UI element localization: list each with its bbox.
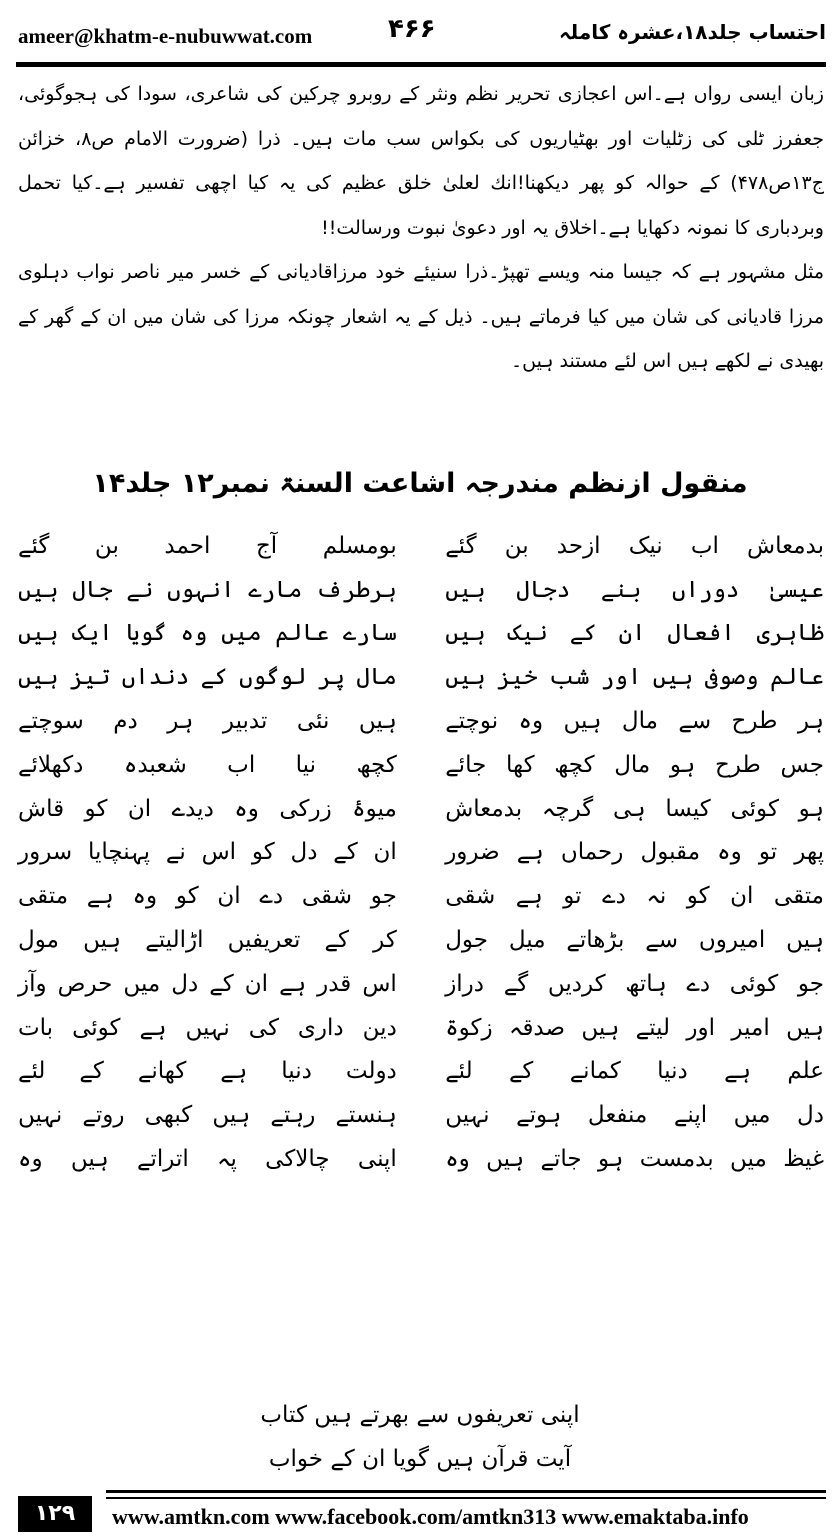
couplet-right-hemistich: عیسیٰ دوراں بنے دجال ہیں	[445, 576, 824, 603]
couplet	[18, 874, 824, 918]
couplet-right-hemistich: دل میں اپنے منفعل ہوتے نہیں	[445, 1102, 824, 1129]
couplet-right-hemistich: علم ہے دنیا کمانے کے لئے	[445, 1058, 824, 1085]
couplet-left-hemistich: جو شقی دے ان کو وہ ہے متقی	[18, 883, 397, 910]
prose-paragraph-1-text: زبان ایسی رواں ہے۔اس اعجازی تحریر نظم ونثر کے روبرو چرکین کی شاعری، سودا کی ہجوگوئی، جعفرز ٹلی کی زٹلیات اور بھٹیاریوں کی بکواس سب مات ہیں۔ ذرا (ضرورت الامام ص۸، خزائن ج۱۳ص۴۷۸) کے حوالہ کو پھر دیکھنا!	[18, 83, 825, 194]
couplet-right-hemistich: ہیں امیر اور لیتے ہیں صدقہ زکوۃ	[445, 1014, 824, 1041]
couplet-left-hemistich: دولت دنیا ہے کھانے کے لئے	[18, 1058, 397, 1085]
couplet	[18, 787, 824, 831]
footer-page-number: ۱۲۹	[18, 1496, 92, 1532]
couplet-left-hemistich: مال پر لوگوں کے دنداں تیز ہیں	[18, 664, 397, 691]
prose-paragraph-1	[18, 72, 824, 250]
couplet-left-hemistich: کر کے تعریفیں اڑالیتے ہیں مول	[18, 927, 397, 954]
couplet	[18, 918, 824, 962]
couplet-left-hemistich: میوۂ زرکی وہ دیدے ان کو قاش	[18, 795, 397, 822]
quranic-phrase: انك لعلیٰ خلق عظیم	[341, 172, 517, 194]
header-email: ameer@khatm-e-nubuwwat.com	[18, 24, 313, 48]
prose-paragraph-2: مثل مشہور ہے کہ جیسا منہ ویسے تھپڑ۔ذرا سنیئے خود مرزاقادیانی کے خسر میر ناصر نواب دہلوی مرزا قادیانی کی شان میں کیا فرماتے ہیں۔ ذیل کے یہ اشعار چونکہ مرزا کی شان میں ان کے گھر کے بھیدی نے لکھے ہیں اس لئے مستند ہیں۔	[18, 261, 824, 372]
header-rule	[16, 62, 826, 67]
couplet-left-hemistich: سارے عالم میں وہ گویا ایک ہیں	[18, 620, 397, 647]
couplet	[18, 699, 824, 743]
final-line-2: آیت قرآن ہیں گویا ان کے خواب	[268, 1446, 572, 1472]
final-couplet	[0, 1393, 840, 1481]
couplet	[18, 524, 824, 568]
couplet-left-hemistich: اپنی چالاکی پہ اتراتے ہیں وہ	[18, 1146, 397, 1173]
couplet-left-hemistich: ہیں نئی تدبیر ہر دم سوچتے	[18, 708, 397, 735]
couplet-left-hemistich: ہنستے رہتے ہیں کبھی روتے نہیں	[18, 1102, 397, 1129]
couplet	[18, 1137, 824, 1181]
couplet	[18, 1006, 824, 1050]
couplet-right-hemistich: ہیں امیروں سے بڑھاتے میل جول	[445, 927, 824, 954]
couplet-right-hemistich: ہو کوئی کیسا ہی گرچہ بدمعاش	[445, 795, 824, 822]
prose-paragraph-1-tail: کی یہ کیا اچھی تفسیر ہے۔کیا تحمل وبردباری کا نمونہ دکھایا ہے۔اخلاق یہ اور دعویٰ نبوت ورسالت!!	[18, 172, 824, 239]
couplet-left-hemistich: بومسلم آج احمد بن گئے	[18, 532, 397, 559]
couplet-right-hemistich: غیظ میں بدمست ہو جاتے ہیں وہ	[445, 1146, 824, 1173]
couplet	[18, 1093, 824, 1137]
couplet	[18, 743, 824, 787]
couplet	[18, 831, 824, 875]
couplet	[18, 1050, 824, 1094]
couplet	[18, 655, 824, 699]
poem	[18, 524, 824, 1181]
couplet-right-hemistich: عالم وصوفی ہیں اور شب خیز ہیں	[445, 664, 824, 691]
couplet-right-hemistich: جس طرح ہو مال کچھ کھا جائے	[445, 751, 824, 778]
page-footer	[18, 1490, 826, 1534]
couplet-left-hemistich: دین داری کی نہیں ہے کوئی بات	[18, 1014, 397, 1041]
couplet-right-hemistich: پھر تو وہ مقبول رحماں ہے ضرور	[445, 839, 824, 866]
couplet	[18, 612, 824, 656]
couplet-left-hemistich: ان کے دل کو اس نے پہنچایا سرور	[18, 839, 397, 866]
couplet-right-hemistich: بدمعاش اب نیک ازحد بن گئے	[445, 532, 824, 559]
poem-heading: منقول ازنظم مندرجہ اشاعت السنۃ نمبر۱۲ جلد۱۴	[92, 468, 748, 499]
page-header	[18, 14, 826, 56]
footer-links: www.amtkn.com www.facebook.com/amtkn313 www.emaktaba.info	[112, 1504, 749, 1529]
couplet-left-hemistich: ہرطرف مارے انہوں نے جال ہیں	[18, 576, 397, 603]
couplet-left-hemistich: اس قدر ہے ان کے دل میں حرص وآز	[18, 970, 397, 997]
couplet	[18, 962, 824, 1006]
couplet-right-hemistich: ہر طرح سے مال ہیں وہ نوچتے	[445, 708, 824, 735]
couplet-right-hemistich: متقی ان کو نہ دے تو ہے شقی	[445, 883, 824, 910]
footer-rule-thin	[106, 1497, 826, 1499]
couplet-right-hemistich: ظاہری افعال ان کے نیک ہیں	[445, 620, 824, 647]
footer-rule	[106, 1490, 826, 1493]
final-line-1: اپنی تعریفوں سے بھرتے ہیں کتاب	[260, 1402, 580, 1428]
prose-body	[18, 72, 824, 384]
couplet-right-hemistich: جو کوئی دے ہاتھ کردیں گے دراز	[445, 970, 824, 997]
couplet	[18, 568, 824, 612]
header-book-title: احتساب جلد۱۸،عشرہ کاملہ	[558, 20, 826, 44]
couplet-left-hemistich: کچھ نیا اب شعبدہ دکھلائے	[18, 751, 397, 778]
header-page-number: ۴۶۶	[388, 14, 436, 44]
